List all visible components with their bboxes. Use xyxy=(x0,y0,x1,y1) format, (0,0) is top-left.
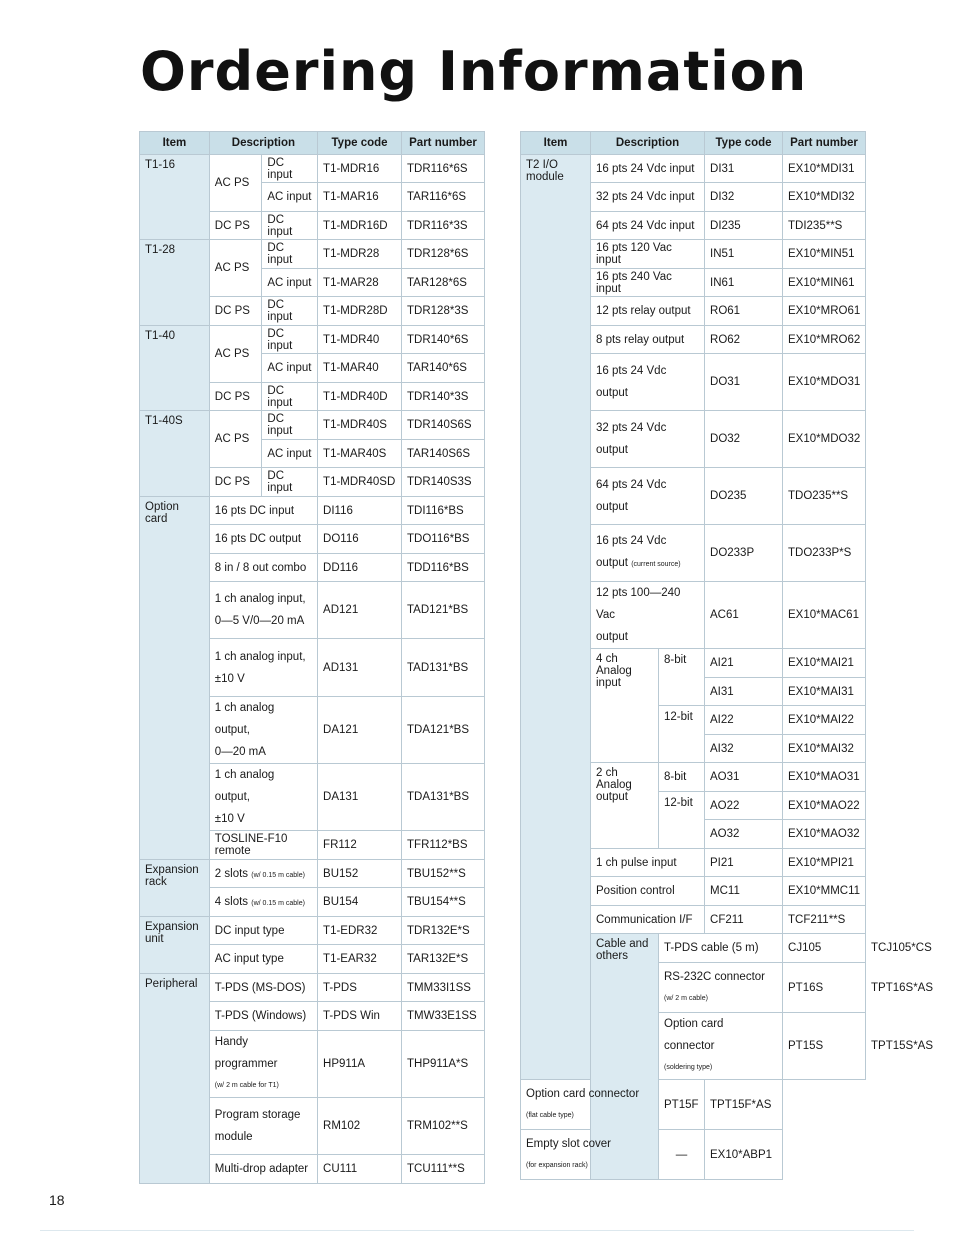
description-note: (soldering type) xyxy=(664,1064,713,1071)
item-line: module xyxy=(526,171,564,183)
description xyxy=(591,763,659,849)
type-code: AI21 xyxy=(705,649,783,678)
description-line: 1 ch analog input, xyxy=(214,593,306,605)
description-line: RS-232C connector xyxy=(664,970,765,983)
description: T-PDS (Windows) xyxy=(209,1002,317,1031)
description-line: output xyxy=(596,501,628,513)
item-t1-40s: T1-40S xyxy=(140,411,210,497)
description-text: output xyxy=(596,557,628,569)
description-line: 32 pts 24 Vdc xyxy=(596,422,667,434)
table-row xyxy=(521,1130,866,1180)
part-number: TDO235**S xyxy=(783,468,866,525)
item-line: Cable and xyxy=(596,938,649,950)
table-row xyxy=(140,974,485,1002)
description-line: 0—5 V/0—20 mA xyxy=(214,615,305,627)
type-code: AC61 xyxy=(705,582,783,649)
part-number: TBU152**S xyxy=(402,860,485,888)
description xyxy=(591,411,705,468)
description-line: Program storage xyxy=(214,1109,301,1121)
description-line: Option card connector xyxy=(526,1087,640,1100)
part-number: TRM102**S xyxy=(402,1098,485,1155)
type-code: DO235 xyxy=(705,468,783,525)
ac-input-label: AC input xyxy=(262,269,318,297)
description-line: output xyxy=(596,387,628,399)
description xyxy=(209,764,317,831)
table-row xyxy=(140,411,485,440)
description-line: output xyxy=(596,444,628,456)
ac-input-label: AC input xyxy=(262,440,318,468)
item-t2-io-module xyxy=(521,155,591,1080)
table-row xyxy=(521,155,866,183)
ordering-table-right xyxy=(520,131,934,1180)
item-expansion-unit xyxy=(140,917,210,974)
ac-ps-label: AC PS xyxy=(209,155,262,212)
description-note: (w/ 0.15 m cable) xyxy=(251,871,305,879)
part-number: TAR140*6S xyxy=(402,354,485,383)
part-number: TAR116*6S xyxy=(402,183,485,212)
bit-label: 8-bit xyxy=(659,763,705,792)
item-t1-40: T1-40 xyxy=(140,326,210,411)
table-row xyxy=(521,1080,866,1130)
part-number: EX10*MAO32 xyxy=(783,820,866,849)
part-number: TAR132E*S xyxy=(402,945,485,974)
type-code: DO31 xyxy=(705,354,783,411)
type-code: IN51 xyxy=(705,240,783,269)
type-code: T1-MDR40SD xyxy=(318,468,402,497)
type-code: RO62 xyxy=(705,326,783,354)
part-number: TDO233P*S xyxy=(783,525,866,582)
type-code: PT16S xyxy=(783,963,866,1013)
part-number: EX10*MIN61 xyxy=(783,269,866,297)
type-code: T1-EAR32 xyxy=(318,945,402,974)
description: T-PDS (MS-DOS) xyxy=(209,974,317,1002)
description xyxy=(591,582,705,649)
table-row xyxy=(140,860,485,888)
description: 1 ch pulse input xyxy=(591,849,705,877)
dc-ps-label: DC PS xyxy=(209,212,262,240)
type-code: RM102 xyxy=(318,1098,402,1155)
dc-input-label: DC input xyxy=(262,326,318,354)
part-number: EX10*MAI31 xyxy=(783,678,866,706)
type-code: CU111 xyxy=(318,1155,402,1184)
description-line: output xyxy=(596,631,628,643)
part-number: TDR128*3S xyxy=(402,297,485,326)
table-row xyxy=(140,917,485,945)
table-row xyxy=(140,240,485,269)
description xyxy=(209,582,317,639)
part-number: EX10*MPI21 xyxy=(783,849,866,877)
type-code: DI31 xyxy=(705,155,783,183)
description-line: 12 pts 100—240 Vac xyxy=(596,587,681,621)
part-number: TAR140S6S xyxy=(402,440,485,468)
part-number: EX10*MAO31 xyxy=(783,763,866,792)
bit-label: 12-bit xyxy=(659,792,705,849)
type-code: CF211 xyxy=(705,906,783,934)
ac-ps-label: AC PS xyxy=(209,411,262,468)
type-code: AO31 xyxy=(705,763,783,792)
type-code: — xyxy=(659,1130,705,1180)
description-line: 16 pts 24 Vdc xyxy=(596,365,667,377)
description-line: module xyxy=(214,1131,253,1143)
type-code: T-PDS xyxy=(318,974,402,1002)
part-number: TDA131*BS xyxy=(402,764,485,831)
description: 16 pts 240 Vac input xyxy=(591,269,705,297)
description: DC input type xyxy=(209,917,317,945)
part-number: EX10*MIN51 xyxy=(783,240,866,269)
header-part-number: Part number xyxy=(402,132,485,155)
description xyxy=(209,860,317,888)
ac-input-label: AC input xyxy=(262,354,318,383)
description-note: (current source) xyxy=(631,561,681,568)
description: 16 pts 120 Vac input xyxy=(591,240,705,269)
type-code: DI32 xyxy=(705,183,783,212)
type-code: AD131 xyxy=(318,639,402,697)
type-code: T1-MDR40D xyxy=(318,383,402,411)
type-code: AI32 xyxy=(705,735,783,763)
item-line: Expansion xyxy=(145,864,199,876)
part-number: EX10*MAI32 xyxy=(783,735,866,763)
type-code: T1-MAR40 xyxy=(318,354,402,383)
dc-ps-label: DC PS xyxy=(209,297,262,326)
description-note: (w/ 2 m cable for T1) xyxy=(214,1082,279,1089)
description-line: 64 pts 24 Vdc xyxy=(596,479,667,491)
dc-input-label: DC input xyxy=(262,155,318,183)
part-number: TDD116*BS xyxy=(402,554,485,582)
description xyxy=(659,1013,783,1080)
description xyxy=(659,963,783,1013)
part-number: TAR128*6S xyxy=(402,269,485,297)
description xyxy=(209,639,317,697)
table-row xyxy=(140,326,485,354)
type-code: T1-MDR40 xyxy=(318,326,402,354)
type-code: PT15F xyxy=(659,1080,705,1130)
header-item: Item xyxy=(140,132,210,155)
part-number: EX10*MRO61 xyxy=(783,297,866,326)
part-number: EX10*MDO32 xyxy=(783,411,866,468)
ac-ps-label: AC PS xyxy=(209,240,262,297)
part-number: EX10*MAC61 xyxy=(783,582,866,649)
type-code: HP911A xyxy=(318,1031,402,1098)
type-code: T1-MDR16 xyxy=(318,155,402,183)
description-line: 4 ch Analog xyxy=(596,653,632,677)
description-note: (for expansion rack) xyxy=(526,1161,588,1169)
description-line: output xyxy=(596,791,628,803)
part-number: TDA121*BS xyxy=(402,697,485,764)
part-number: TDR140*6S xyxy=(402,326,485,354)
header-description: Description xyxy=(209,132,317,155)
description-note: (w/ 2 m cable) xyxy=(664,994,708,1002)
description xyxy=(591,649,659,763)
description: 32 pts 24 Vdc input xyxy=(591,183,705,212)
item-line: unit xyxy=(145,933,164,945)
description-line: Handy programmer xyxy=(214,1036,278,1070)
part-number: TFR112*BS xyxy=(402,831,485,860)
dc-input-label: DC input xyxy=(262,212,318,240)
type-code: DO116 xyxy=(318,525,402,554)
type-code: DI116 xyxy=(318,497,402,525)
table-row: RS-232C connector (w/ 2 m cable) PT16S TPT16S*AS xyxy=(521,963,866,1013)
part-number: EX10*MAI22 xyxy=(783,706,866,735)
description: 64 pts 24 Vdc input xyxy=(591,212,705,240)
type-code: BU154 xyxy=(318,888,402,917)
part-number: TAD121*BS xyxy=(402,582,485,639)
description: AC input type xyxy=(209,945,317,974)
part-number: TDR128*6S xyxy=(402,240,485,269)
item-t1-16: T1-16 xyxy=(140,155,210,240)
type-code: T1-MDR28D xyxy=(318,297,402,326)
description-text: 4 slots xyxy=(214,896,249,908)
type-code: T1-MDR28 xyxy=(318,240,402,269)
header-description: Description xyxy=(591,132,705,155)
item-expansion-rack xyxy=(140,860,210,917)
dc-input-label: DC input xyxy=(262,240,318,269)
type-code: BU152 xyxy=(318,860,402,888)
description-note: (flat cable type) xyxy=(526,1111,574,1119)
part-number: TMM33I1SS xyxy=(402,974,485,1002)
part-number: TMW33E1SS xyxy=(402,1002,485,1031)
type-code: DI235 xyxy=(705,212,783,240)
description-note: (w/ 0.15 m cable) xyxy=(251,900,305,907)
type-code: T1-MAR40S xyxy=(318,440,402,468)
type-code: T1-MDR40S xyxy=(318,411,402,440)
description-line: 1 ch analog output, xyxy=(214,702,275,736)
description: Multi-drop adapter xyxy=(209,1155,317,1184)
part-number: TDR140S6S xyxy=(402,411,485,440)
description: T-PDS cable (5 m) xyxy=(659,934,783,963)
part-number: TDI116*BS xyxy=(402,497,485,525)
type-code: T1-MAR28 xyxy=(318,269,402,297)
part-number: EX10*MMC11 xyxy=(783,877,866,906)
type-code: PI21 xyxy=(705,849,783,877)
description-text: 2 slots xyxy=(214,867,249,880)
page-title: Ordering Information xyxy=(140,40,808,103)
table-row: Cable and others T-PDS cable (5 m) CJ105 TCJ105*CS xyxy=(521,934,866,963)
type-code: PT15S xyxy=(783,1013,866,1080)
item-line: rack xyxy=(145,876,167,888)
table-row: Option card connector (soldering type) PT15S TPT15S*AS xyxy=(521,1013,866,1080)
type-code: T-PDS Win xyxy=(318,1002,402,1031)
description: 8 pts relay output xyxy=(591,326,705,354)
description xyxy=(591,468,705,525)
description-line: ±10 V xyxy=(214,672,245,685)
part-number: TDR140*3S xyxy=(402,383,485,411)
part-number: TPT15F*AS xyxy=(705,1080,783,1130)
item-line: Option xyxy=(145,501,179,513)
type-code: AI22 xyxy=(705,706,783,735)
type-code: DO233P xyxy=(705,525,783,582)
description: 16 pts DC input xyxy=(209,497,317,525)
type-code: DA121 xyxy=(318,697,402,764)
dc-input-label: DC input xyxy=(262,468,318,497)
type-code: AO32 xyxy=(705,820,783,849)
type-code: AI31 xyxy=(705,678,783,706)
item-peripheral: Peripheral xyxy=(140,974,210,1184)
description xyxy=(521,1080,659,1130)
part-number: EX10*ABP1 xyxy=(705,1130,783,1180)
part-number: TDR140S3S xyxy=(402,468,485,497)
part-number: TCF211**S xyxy=(783,906,866,934)
part-number: TAD131*BS xyxy=(402,639,485,697)
bit-label: 12-bit xyxy=(659,706,705,763)
description xyxy=(591,525,705,582)
description-line: 1 ch analog output, xyxy=(214,769,275,803)
description: 16 pts 24 Vdc input xyxy=(591,155,705,183)
item-t1-28: T1-28 xyxy=(140,240,210,326)
part-number: TDI235**S xyxy=(783,212,866,240)
header-type-code: Type code xyxy=(705,132,783,155)
part-number: EX10*MDI32 xyxy=(783,183,866,212)
part-number: EX10*MAO22 xyxy=(783,792,866,820)
item-line: Expansion xyxy=(145,921,199,933)
description xyxy=(521,1130,659,1180)
description xyxy=(209,697,317,764)
description: 8 in / 8 out combo xyxy=(209,554,317,582)
description-line: input xyxy=(596,677,621,689)
description-line: Empty slot cover xyxy=(526,1137,611,1150)
type-code: DD116 xyxy=(318,554,402,582)
header-row xyxy=(140,132,485,155)
header-item: Item xyxy=(521,132,591,155)
part-number: EX10*MDO31 xyxy=(783,354,866,411)
dc-input-label: DC input xyxy=(262,297,318,326)
footer-rule xyxy=(40,1230,914,1231)
type-code: MC11 xyxy=(705,877,783,906)
table-row xyxy=(140,497,485,525)
description-line: ±10 V xyxy=(214,813,245,825)
bit-label: 8-bit xyxy=(659,649,705,706)
description xyxy=(209,1031,317,1098)
ac-input-label: AC input xyxy=(262,183,318,212)
dc-ps-label: DC PS xyxy=(209,383,262,411)
type-code: T1-EDR32 xyxy=(318,917,402,945)
type-code: T1-MDR16D xyxy=(318,212,402,240)
part-number: TDR116*3S xyxy=(402,212,485,240)
type-code: T1-MAR16 xyxy=(318,183,402,212)
item-option-card xyxy=(140,497,210,860)
part-number: TBU154**S xyxy=(402,888,485,917)
description-line: Option card connector xyxy=(664,1018,724,1052)
description-line: 1 ch analog input, xyxy=(214,650,306,663)
item-line: others xyxy=(596,950,628,962)
type-code: RO61 xyxy=(705,297,783,326)
description xyxy=(591,354,705,411)
description: Position control xyxy=(591,877,705,906)
header-part-number: Part number xyxy=(783,132,866,155)
type-code: FR112 xyxy=(318,831,402,860)
description: TOSLINE-F10 remote xyxy=(209,831,317,860)
item-line: card xyxy=(145,513,168,525)
type-code: DO32 xyxy=(705,411,783,468)
description xyxy=(209,888,317,917)
dc-input-label: DC input xyxy=(262,383,318,411)
description-line: 16 pts 24 Vdc xyxy=(596,535,667,547)
part-number: EX10*MAI21 xyxy=(783,649,866,678)
description-line xyxy=(596,552,699,576)
part-number: EX10*MRO62 xyxy=(783,326,866,354)
type-code: CJ105 xyxy=(783,934,866,963)
type-code: IN61 xyxy=(705,269,783,297)
dc-ps-label: DC PS xyxy=(209,468,262,497)
description: 16 pts DC output xyxy=(209,525,317,554)
type-code: AD121 xyxy=(318,582,402,639)
part-number: TDR132E*S xyxy=(402,917,485,945)
part-number: TDO116*BS xyxy=(402,525,485,554)
header-type-code: Type code xyxy=(318,132,402,155)
table-row xyxy=(140,155,485,183)
part-number: TCU111**S xyxy=(402,1155,485,1184)
part-number: EX10*MDI31 xyxy=(783,155,866,183)
type-code: DA131 xyxy=(318,764,402,831)
page-number: 18 xyxy=(49,1192,65,1208)
ordering-table-left xyxy=(139,131,485,1184)
part-number: THP911A*S xyxy=(402,1031,485,1098)
header-row xyxy=(521,132,866,155)
description-line: 0—20 mA xyxy=(214,746,266,758)
dc-input-label: DC input xyxy=(262,411,318,440)
description: 12 pts relay output xyxy=(591,297,705,326)
description xyxy=(209,1098,317,1155)
part-number: TDR116*6S xyxy=(402,155,485,183)
item-line: T2 I/O xyxy=(526,159,558,171)
description-line: 2 ch Analog xyxy=(596,767,632,791)
type-code: AO22 xyxy=(705,792,783,820)
ac-ps-label: AC PS xyxy=(209,326,262,383)
description: Communication I/F xyxy=(591,906,705,934)
